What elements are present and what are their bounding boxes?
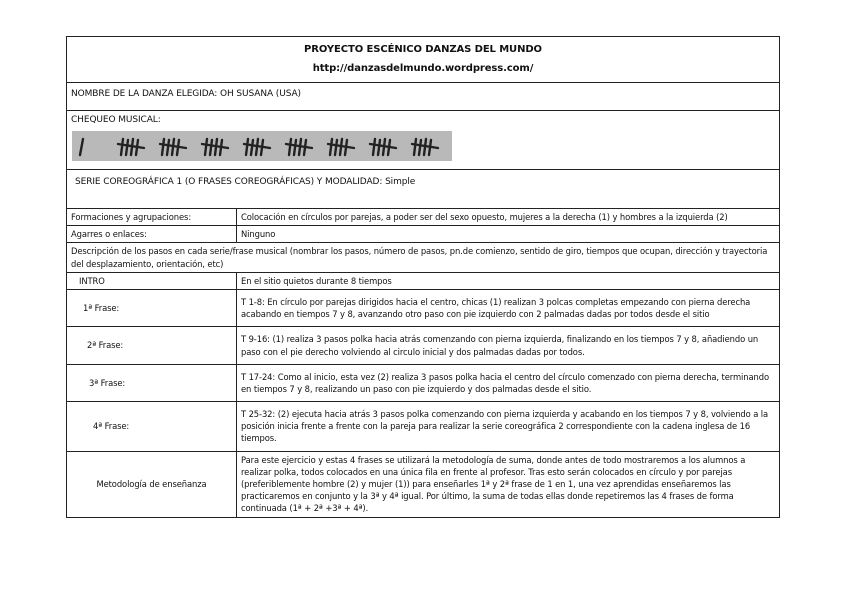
tally-stroke [419, 140, 421, 155]
tally-stroke [289, 139, 291, 155]
tally-stroke [335, 140, 337, 155]
series-modality: SERIE COREOGRÁFICA 1 (O FRASES COREOGRÁFICAS) Y MODALIDAD: Simple [67, 170, 780, 209]
steps-description: Descripción de los pasos en cada serie/frase musical (nombrar los pasos, número de pasos, pn.de comienzo, sentido de giro, tiempos que ocupan, dirección y trayectoria del desplazamiento, orientación, etc) [67, 243, 780, 272]
phrase-text-intro: En el sitio quietos durante 8 tiempos [237, 272, 780, 289]
methodology-label: Metodología de enseñanza [67, 451, 237, 517]
tally-stroke [294, 140, 296, 155]
tally-stroke [251, 140, 253, 155]
tally-stroke [246, 139, 248, 155]
methodology-text: Para este ejercicio y estas 4 frases se utilizará la metodología de suma, donde antes de todo mostraremos a los alumnos a realizar polka, todos colocados en una única fila en frente al profesor. Tras esto serán colocados en círculo y por parejas (preferiblemente hombre (2) y mujer (1)) para enseñarles 1ª y 2ª frase de 1 en 1, una vez aprendidas enseñaremos las practicaremos en conjunto y la 3ª y 4ª igual. Por último, la suma de todas ellas donde repetiremos las 4 frases de forma continuada (1ª + 2ª +3ª + 4ª). [237, 451, 780, 517]
tally-group [160, 139, 186, 155]
tally-group [202, 139, 228, 155]
tally-stroke [373, 139, 375, 155]
tally-stroke [167, 140, 169, 155]
tally-group [286, 139, 312, 155]
tally-stroke [121, 139, 123, 155]
tally-stroke [414, 139, 416, 155]
dance-name: NOMBRE DE LA DANZA ELEGIDA: OH SUSANA (USA) [67, 83, 780, 111]
header-cell [67, 37, 780, 83]
phrase-label-3: 3ª Frase: [67, 364, 237, 401]
phrase-label-1: 1ª Frase: [67, 289, 237, 326]
tally-stroke [205, 139, 207, 155]
music-check-cell [67, 111, 780, 170]
tally-group [244, 139, 270, 155]
phrase-label-intro: INTRO [67, 272, 237, 289]
tally-stroke [162, 139, 164, 155]
tally-stroke [126, 140, 128, 155]
project-form-table [66, 36, 780, 518]
phrase-label-2: 2ª Frase: [67, 327, 237, 364]
phrase-text-4: T 25-32: (2) ejecuta hacia atrás 3 pasos polka comenzando con pierna izquierda y acabando en los tiempos 7 y 8, volviendo a la posición inicia frente a frente con la pareja para realizar la serie coreográfica 2 correspondiente con la cadena inglesa de 16 tiempos. [237, 402, 780, 452]
tally-group [80, 139, 83, 155]
phrase-text-3: T 17-24: Como al inicio, esta vez (2) realiza 3 pasos polka hacia el centro del círculo comenzado con pierna derecha, terminando en tiempos 7 y 8, realizando un paso con pie izquierdo y dos palmadas desde el sitio. [237, 364, 780, 401]
phrase-label-4: 4ª Frase: [67, 402, 237, 452]
tally-stroke [330, 139, 332, 155]
grips-label: Agarres o enlaces: [67, 226, 237, 243]
phrase-text-2: T 9-16: (1) realiza 3 pasos polka hacia atrás comenzando con pierna izquierda, finalizando en los tiempos 7 y 8, añadiendo un paso con el pie derecho volviendo al circulo inicial y dos palmadas dadas por todos. [237, 327, 780, 364]
tally-marks-drawing [72, 131, 452, 161]
formations-value: Colocación en círculos por parejas, a poder ser del sexo opuesto, mujeres a la derecha (1) y hombres a la izquierda (2) [237, 209, 780, 226]
tally-group [370, 139, 396, 155]
tally-group [118, 139, 144, 155]
music-check-label: CHEQUEO MUSICAL: [71, 115, 161, 125]
tally-group [328, 139, 354, 155]
formations-label: Formaciones y agrupaciones: [67, 209, 237, 226]
grips-value: Ninguno [237, 226, 780, 243]
project-title: PROYECTO ESCÉNICO DANZAS DEL MUNDO [304, 44, 542, 55]
tally-stroke [80, 139, 83, 155]
tally-stroke [378, 140, 380, 155]
phrase-text-1: T 1-8: En círculo por parejas dirigidos hacia el centro, chicas (1) realizan 3 polcas completas empezando con pierna derecha acabando en tiempos 7 y 8, avanzando otro paso con pie izquierdo con 2 palmadas dadas por todos desde el sitio [237, 289, 780, 326]
tally-stroke [210, 140, 212, 155]
tally-marks-image [72, 131, 452, 161]
project-url: http://danzasdelmundo.wordpress.com/ [312, 63, 534, 74]
tally-group [412, 139, 438, 155]
